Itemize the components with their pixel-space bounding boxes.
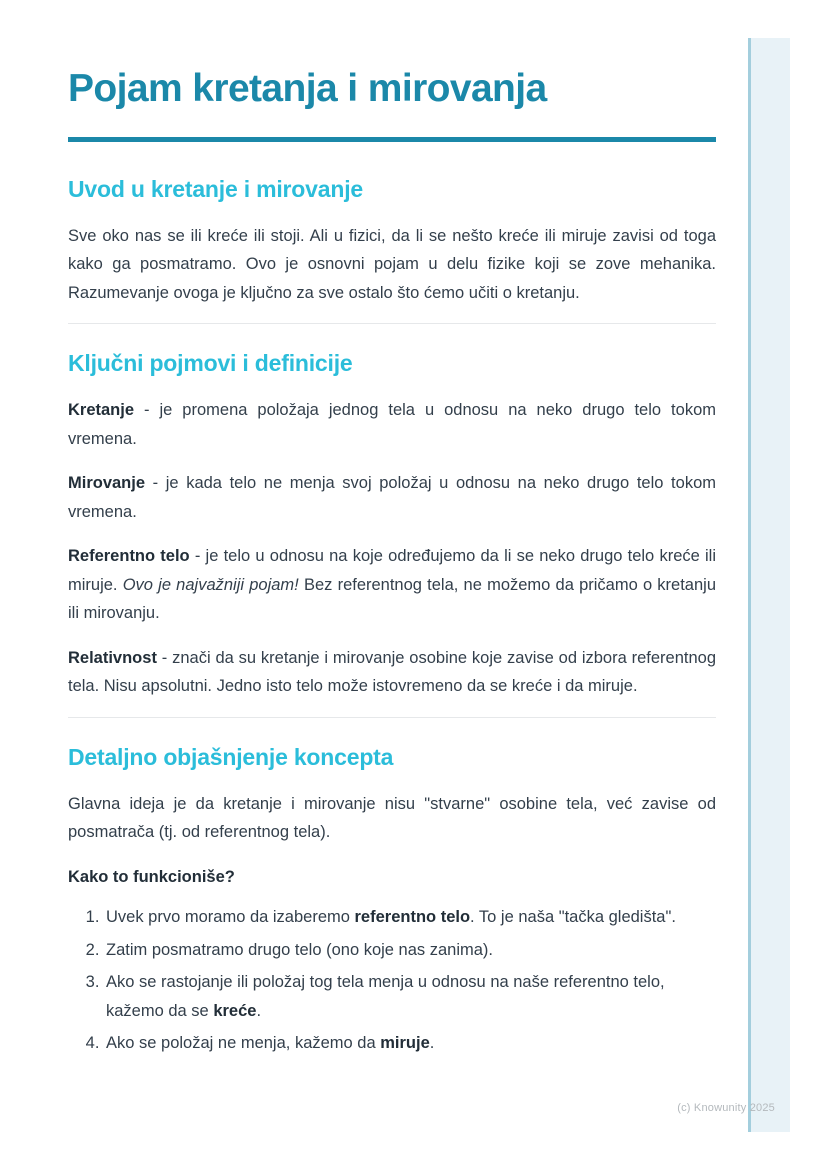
text-segment: . [429,1034,435,1053]
text-segment: miruje [380,1034,430,1053]
text-segment: Referentno telo [68,547,190,566]
list-item-3 [104,968,716,1025]
text-segment: referentno telo [354,908,471,927]
text-segment: Ako se položaj ne menja, kažemo da [106,1034,381,1053]
text-segment: . [256,1001,262,1020]
list-item-1 [104,903,716,932]
section-pojmovi-heading: Ključni pojmovi i definicije [68,350,353,377]
text-segment: Glavna ideja je da kretanje i mirovanje nisu "stvarne" osobine tela, već zavise od posmatrača (tj. od referentnog tela). [68,794,716,842]
steps-list [68,903,716,1058]
text-segment: Kretanje [68,401,135,420]
paragraph-kretanje [68,396,716,453]
list-item-2 [104,936,716,965]
section-pojmovi [68,350,716,701]
text-segment: Ako se rastojanje ili položaj tog tela menja u odnosu na naše referentno telo, kažemo da se [106,973,665,1020]
paragraph-glavna-ideja [68,790,716,847]
page-title: Pojam kretanja i mirovanja [68,67,547,110]
title-underline [68,137,716,142]
text-segment: Uvek prvo moramo da izaberemo [106,908,355,927]
text-segment: . To je naša "tačka gledišta". [470,908,676,927]
section-divider [68,717,716,718]
subheading-kako-funkcionise [68,863,716,892]
section-objasnjenje [68,744,716,1058]
paragraph-relativnost [68,644,716,701]
text-segment: Sve oko nas se ili kreće ili stoji. Ali u fizici, da li se nešto kreće ili miruje zavisi od toga kako ga posmatramo. Ovo je osnovni pojam u delu fizike koji se zove mehanika. Razumevanje ovoga je ključno za sve ostalo što ćemo učiti o kretanju. [68,226,716,302]
paragraph-referentno-telo [68,542,716,628]
text-segment: - je telo u odnosu na koje određujemo da li se neko drugo telo kreće ili miruje. [68,547,716,594]
text-segment: Relativnost [68,648,157,667]
section-divider [68,323,716,324]
text-segment: - je promena položaja jednog tela u odnosu na neko drugo telo tokom vremena. [68,401,716,448]
text-segment: - je kada telo ne menja svoj položaj u odnosu na neko drugo telo tokom vremena. [68,474,716,521]
list-item-4 [104,1029,716,1058]
section-uvod-heading: Uvod u kretanje i mirovanje [68,175,363,202]
text-segment: kreće [213,1001,257,1020]
section-uvod [68,176,716,308]
text-segment: Mirovanje [68,474,146,493]
section-objasnjenje-heading: Detaljno objašnjenje koncepta [68,743,394,770]
watermark: (c) Knowunity 2025 [677,1102,775,1114]
text-segment: - znači da su kretanje i mirovanje osobine koje zavise od izbora referentnog tela. Nisu apsolutni. Jedno isto telo može istovremeno da se kreće i da miruje. [68,648,716,696]
paragraph-mirovanje [68,469,716,526]
text-segment: Kako to funkcioniše? [68,867,235,886]
text-segment: Bez referentnog tela, ne možemo da pričamo o kretanju ili mirovanju. [68,575,717,623]
text-segment: Zatim posmatramo drugo telo (ono koje nas zanima). [106,940,494,959]
paragraph-uvod [68,222,716,308]
text-segment: Ovo je najvažniji pojam! [122,575,299,594]
